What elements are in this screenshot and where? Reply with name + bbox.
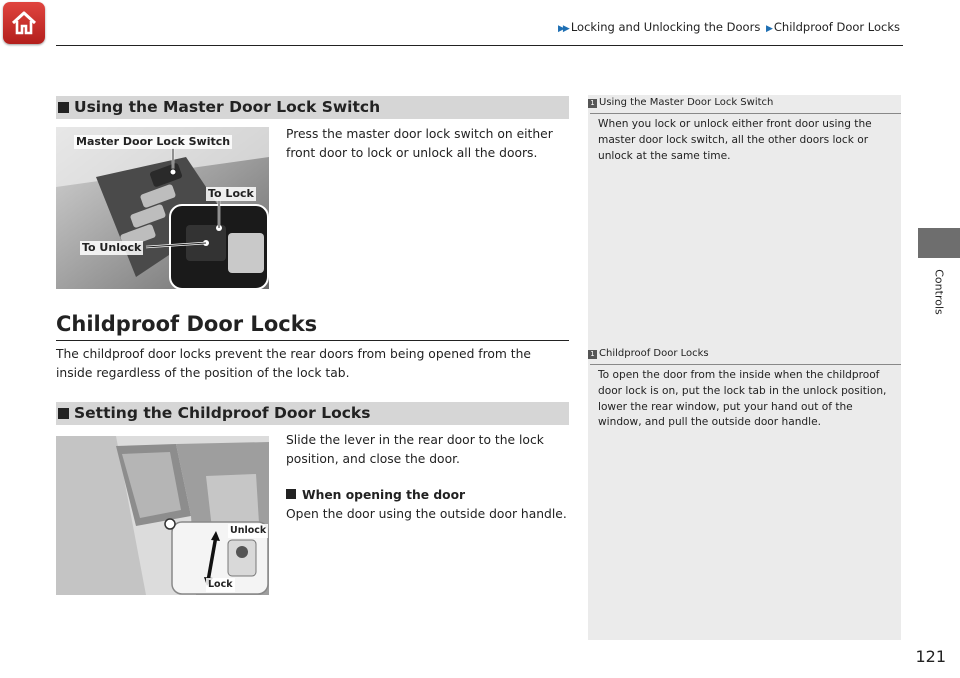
section2-body: Slide the lever in the rear door to the lock position, and close the door.	[286, 433, 544, 466]
breadcrumb-arrow-icon: ▶▶	[557, 24, 568, 34]
note-title-childproof: 1 Childproof Door Locks	[588, 348, 709, 359]
intro-text: The childproof door locks prevent the rear doors from being opened from the inside regardless of the position of the lock tab.	[56, 347, 531, 380]
page-number: 121	[915, 647, 946, 666]
section-heading-master-switch: Using the Master Door Lock Switch	[56, 96, 569, 119]
breadcrumb-link-locking[interactable]: Locking and Unlocking the Doors	[570, 20, 761, 34]
door-switch-illustration	[56, 127, 269, 289]
label-unlock: Unlock	[230, 525, 267, 536]
label-to-unlock: To Unlock	[82, 241, 142, 254]
label-master-door-lock-switch: Master Door Lock Switch	[76, 135, 231, 148]
breadcrumb	[558, 20, 900, 34]
section-heading-childproof: Setting the Childproof Door Locks	[56, 402, 569, 425]
square-bullet-icon	[286, 489, 296, 499]
label-lock: Lock	[208, 579, 233, 590]
note-icon: 1	[588, 99, 597, 108]
section1-body: Press the master door lock switch on either front door to lock or unlock all the doors.	[286, 127, 553, 160]
breadcrumb-arrow-icon: ▶	[765, 24, 771, 34]
breadcrumb-current: Childproof Door Locks	[773, 20, 900, 34]
home-button[interactable]	[3, 2, 45, 44]
note-text-childproof: To open the door from the inside when the childproof door lock is on, put the lock tab in the unlock position, lower the rear window, put your hand out of the window, and pull the outside door handle.	[598, 369, 887, 429]
subheading-body: Open the door using the outside door handle.	[286, 507, 567, 521]
subheading-when-opening: When opening the door	[286, 486, 561, 505]
header-divider	[56, 45, 903, 46]
note-divider	[590, 113, 901, 114]
label-to-lock: To Lock	[208, 187, 254, 200]
note-title-master-switch: 1 Using the Master Door Lock Switch	[588, 97, 773, 108]
childproof-lock-photo	[56, 436, 269, 595]
page-title: Childproof Door Locks	[56, 312, 318, 336]
chapter-tab[interactable]	[918, 228, 960, 258]
title-divider	[56, 340, 569, 341]
note-divider	[590, 364, 901, 365]
home-icon	[10, 9, 38, 37]
master-switch-photo	[56, 127, 269, 289]
square-bullet-icon	[58, 408, 69, 419]
note-text-master-switch: When you lock or unlock either front door using the master door lock switch, all the other doors lock or unlock at the same time.	[598, 118, 872, 162]
chapter-tab-label[interactable]: Controls	[932, 269, 946, 315]
note-icon: 1	[588, 350, 597, 359]
square-bullet-icon	[58, 102, 69, 113]
rear-door-illustration	[56, 436, 269, 595]
